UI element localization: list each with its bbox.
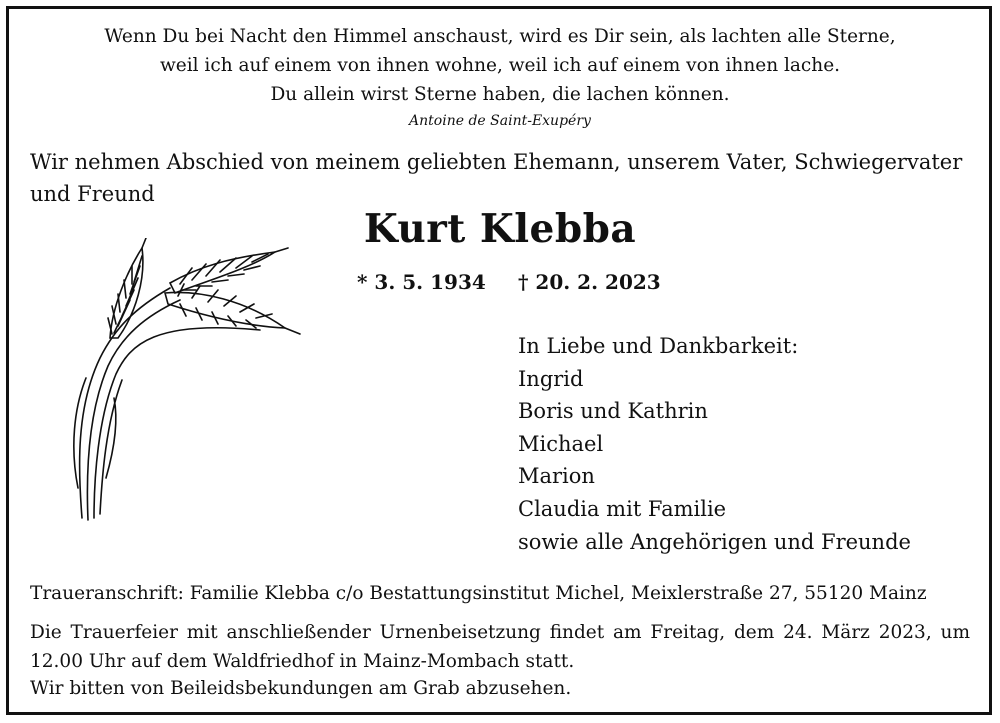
quote-line: Wenn Du bei Nacht den Himmel anschaust, wird es Dir sein, als lachten alle Sterne, xyxy=(104,26,896,47)
mourner-name: sowie alle Angehörigen und Freunde xyxy=(518,529,911,554)
quote-line: weil ich auf einem von ihnen wohne, weil ich auf einem von ihnen lache. xyxy=(159,55,841,76)
mourners-list xyxy=(518,330,911,558)
mourners-heading: In Liebe und Dankbarkeit: xyxy=(518,334,799,358)
quote-author: Antoine de Saint-Exupéry xyxy=(409,113,591,129)
deceased-name: Kurt Klebba xyxy=(363,206,637,252)
intro-text: Wir nehmen Abschied von meinem geliebten Ehemann, unserem Vater, Schwiegervater und Freund xyxy=(30,150,963,206)
service-details: Die Trauerfeier mit anschließender Urnenbeisetzung findet am Freitag, dem 24. März 2023, um 12.00 Uhr auf dem Waldfriedhof in Mainz-Mombach statt. xyxy=(30,622,970,672)
mourner-name: Claudia mit Familie xyxy=(518,496,727,521)
birth-date: * 3. 5. 1934 xyxy=(357,270,486,294)
quote-block xyxy=(0,22,1000,131)
closing-note: Wir bitten von Beileidsbekundungen am Grab abzusehen. xyxy=(30,678,572,699)
wheat-icon xyxy=(60,238,310,528)
death-date: † 20. 2. 2023 xyxy=(518,270,661,294)
mourning-address: Traueranschrift: Familie Klebba c/o Bestattungsinstitut Michel, Meixlerstraße 27, 55120 Mainz xyxy=(30,583,927,604)
mourner-name: Ingrid xyxy=(518,366,584,391)
mourner-name: Marion xyxy=(518,464,595,489)
quote-line: Du allein wirst Sterne haben, die lachen können. xyxy=(270,84,730,105)
mourner-name: Boris und Kathrin xyxy=(518,399,708,424)
mourner-name: Michael xyxy=(518,431,604,456)
